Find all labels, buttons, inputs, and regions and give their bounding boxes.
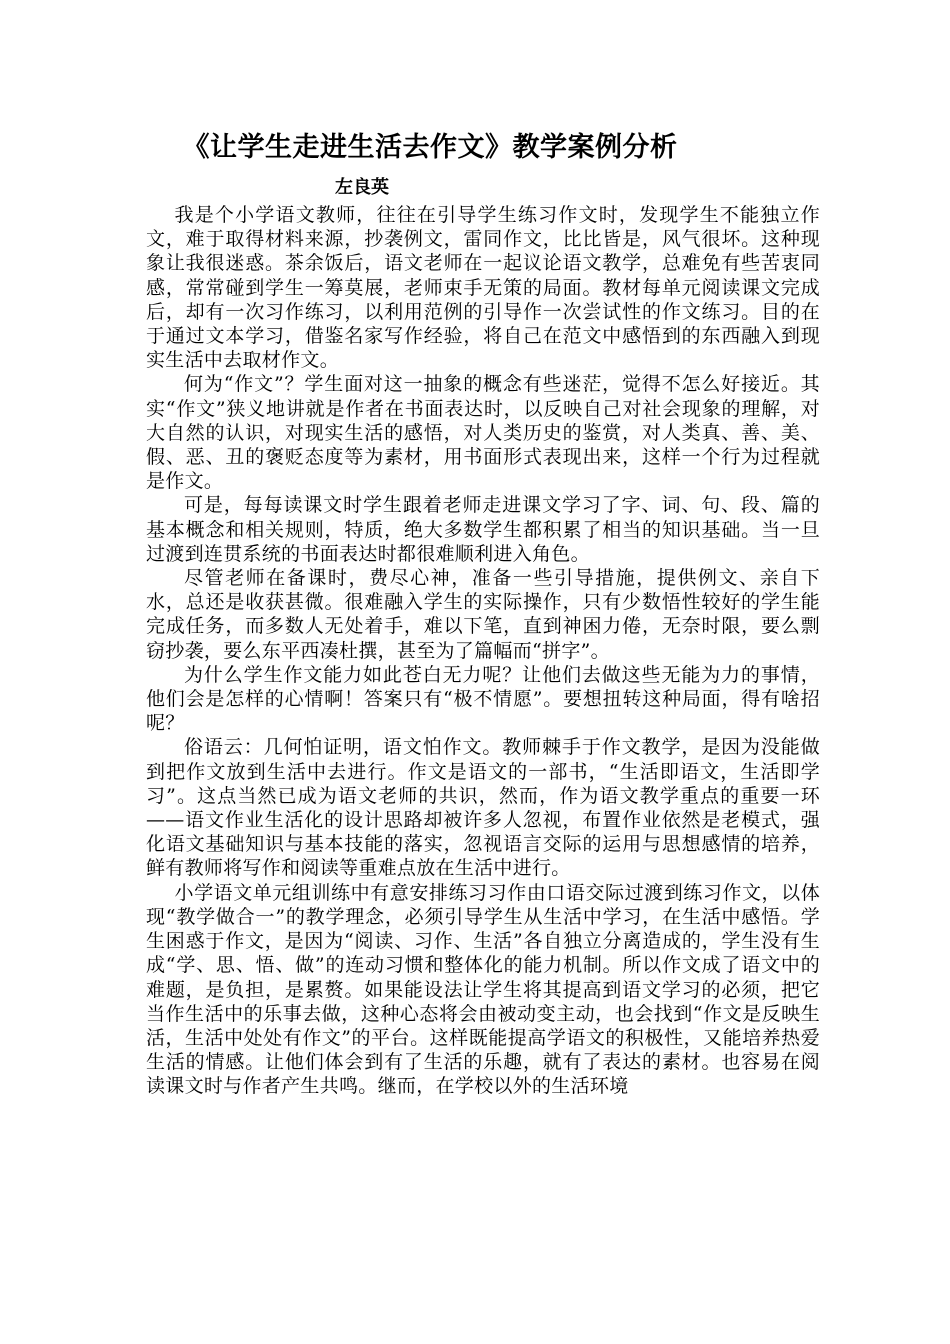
paragraph-2: 何为“作文”？学生面对这一抽象的概念有些迷茫，觉得不怎么好接近。其实“作文”狭义地讲就是作者在书面表达时，以反映自己对社会现象的理解，对大自然的认识，对现实生活的感悟，对人类历史的鉴赏，对人类真、善、美、假、恶、丑的褒贬态度等为素材，用书面形式表现出来，这样一个行为过程就是作文。 (146, 373, 820, 493)
paragraph-6: 俗语云：几何怕证明，语文怕作文。教师棘手于作文教学，是因为没能做到把作文放到生活中去进行。作文是语文的一部书，“生活即语文，生活即学习”。这点当然已成为语文老师的共识，然而，作为语文教学重点的重要一环——语文作业生活化的设计思路却被许多人忽视，布置作业依然是老模式，强化语文基础知识与基本技能的落实，忽视语言交际的运用与思想感情的培养，鲜有教师将写作和阅读等重难点放在生活中进行。 (146, 736, 820, 880)
paragraph-3: 可是，每每读课文时学生跟着老师走进课文学习了字、词、句、段、篇的基本概念和相关规则，特质，绝大多数学生都积累了相当的知识基础。当一旦过渡到连贯系统的书面表达时都很难顺利进入角色。 (146, 494, 820, 565)
paragraph-5: 为什么学生作文能力如此苍白无力呢？让他们去做这些无能为力的事情，他们会是怎样的心情啊！答案只有“极不情愿”。要想扭转这种局面，得有啥招呢？ (146, 663, 820, 735)
paragraph-1: 我是个小学语文教师，往往在引导学生练习作文时，发现学生不能独立作文，难于取得材料来源，抄袭例文，雷同作文，比比皆是，风气很坏。这种现象让我很迷惑。茶余饭后，语文老师在一起议论语文教学，总难免有些苦衷同感，常常碰到学生一筹莫展，老师束手无策的局面。教材每单元阅读课文完成后，却有一次习作练习，以利用范例的引导作一次尝试性的作文练习。目的在于通过文本学习，借鉴名家写作经验，将自己在范文中感悟到的东西融入到现实生活中去取材作文。 (146, 204, 820, 372)
paragraph-7: 小学语文单元组训练中有意安排练习习作由口语交际过渡到练习作文，以体现“教学做合一”的教学理念，必须引导学生从生活中学习，在生活中感悟。学生困惑于作文，是因为“阅读、习作、生活”各自独立分离造成的，学生没有生成“学、思、悟、做”的连动习惯和整体化的能力机制。所以作文成了语文中的难题，是负担，是累赘。如果能设法让学生将其提高到语文学习的必须，把它当作生活中的乐事去做，这种心态将会由被动变主动，也会找到“作文是反映生活，生活中处处有作文”的平台。这样既能提高学语文的积极性，又能培养热爱生活的情感。让他们体会到有了生活的乐趣，就有了表达的素材。也容易在阅读课文时与作者产生共鸣。继而，在学校以外的生活环境 (146, 881, 820, 1098)
document-author: 左良英 (335, 177, 389, 198)
document-title: 《让学生走进生活去作文》教学案例分析 (182, 132, 678, 163)
paragraph-4: 尽管老师在备课时，费尽心神，准备一些引导措施，提供例文、亲自下水，总还是收获甚微。很难融入学生的实际操作，只有少数悟性较好的学生能完成任务，而多数人无处着手，难以下笔，直到神困力倦，无奈时限，要么剽窃抄袭，要么东平西凑杜撰，甚至为了篇幅而“拼字”。 (146, 567, 820, 662)
document-body (146, 203, 820, 1099)
